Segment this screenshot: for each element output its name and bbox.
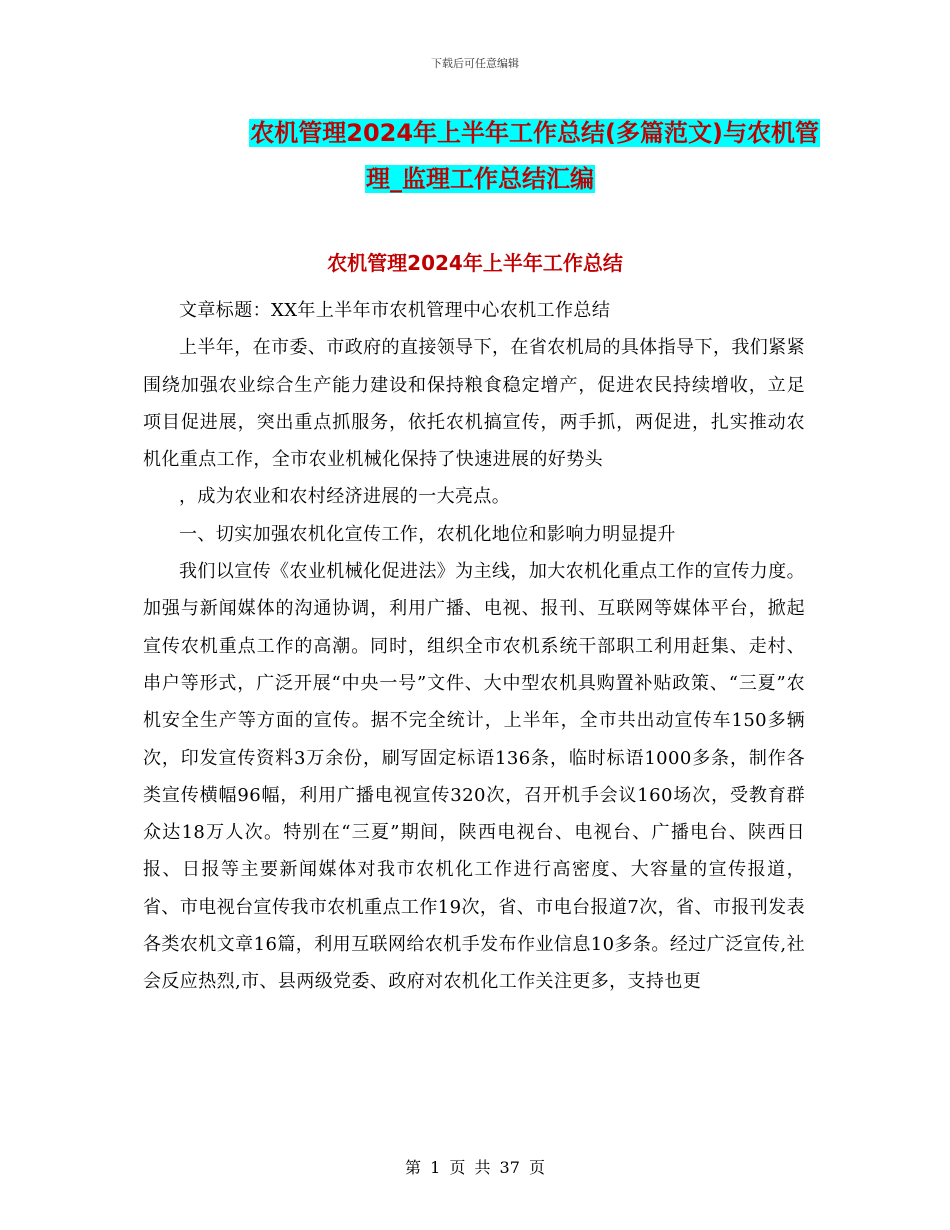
- page-header-note: 下载后可任意编辑: [431, 57, 519, 70]
- body-paragraph: ，成为农业和农村经济进展的一大亮点。: [179, 486, 511, 508]
- document-body: [143, 292, 805, 1001]
- document-title-line-2: [140, 156, 820, 202]
- body-paragraph: 我们以宣传《农业机械化促进法》为主线，加大农机化重点工作的宣传力度。加强与新闻媒体的沟通协调，利用广播、电视、报刊、互联网等媒体平台，掀起宣传农机重点工作的高潮。同时，组织全市农机系统干部职工利用赶集、走村、串户等形式，广泛开展“中央一号”文件、大中型农机具购置补贴政策、“三夏”农机安全生产等方面的宣传。据不完全统计，上半年，全市共出动宣传车150多辆次，印发宣传资料3万余份，刷写固定标语136条，临时标语1000多条，制作各类宣传横幅96幅，利用广播电视宣传320次，召开机手会议160场次，受教育群众达18万人次。特别在“三夏”期间，陕西电视台、电视台、广播电台、陕西日报、日报等主要新闻媒体对我市农机化工作进行高密度、大容量的宣传报道，省、市电视台宣传我市农机重点工作19次，省、市电台报道7次，省、市报刊发表各类农机文章16篇，利用互联网给农机手发布作业信息10多条。经过广泛宣传,社会反应热烈,市、县两级党委、政府对农机化工作关注更多，支持也更: [143, 561, 805, 993]
- title-highlight: 理_监理工作总结汇编: [366, 165, 594, 193]
- section-title: 农机管理2024年上半年工作总结: [327, 251, 623, 275]
- page-number-footer: 第 1 页 共 37 页: [405, 1158, 545, 1177]
- body-paragraph: 上半年，在市委、市政府的直接领导下，在省农机局的具体指导下，我们紧紧围绕加强农业综合生产能力建设和保持粮食稳定增产，促进农民持续增收，立足项目促进展，突出重点抓服务，依托农机搞宣传，两手抓，两促进，扎实推动农机化重点工作，全市农业机械化保持了快速进展的好势头: [143, 337, 805, 471]
- section-heading: 一、切实加强农机化宣传工作，农机化地位和影响力明显提升: [179, 523, 676, 545]
- article-title-line: 文章标题：XX年上半年市农机管理中心农机工作总结: [179, 300, 611, 321]
- document-title: [140, 110, 820, 202]
- title-highlight: 农机管理2024年上半年工作总结(多篇范文)与农机管: [250, 119, 819, 147]
- document-title-line-1: [140, 110, 820, 156]
